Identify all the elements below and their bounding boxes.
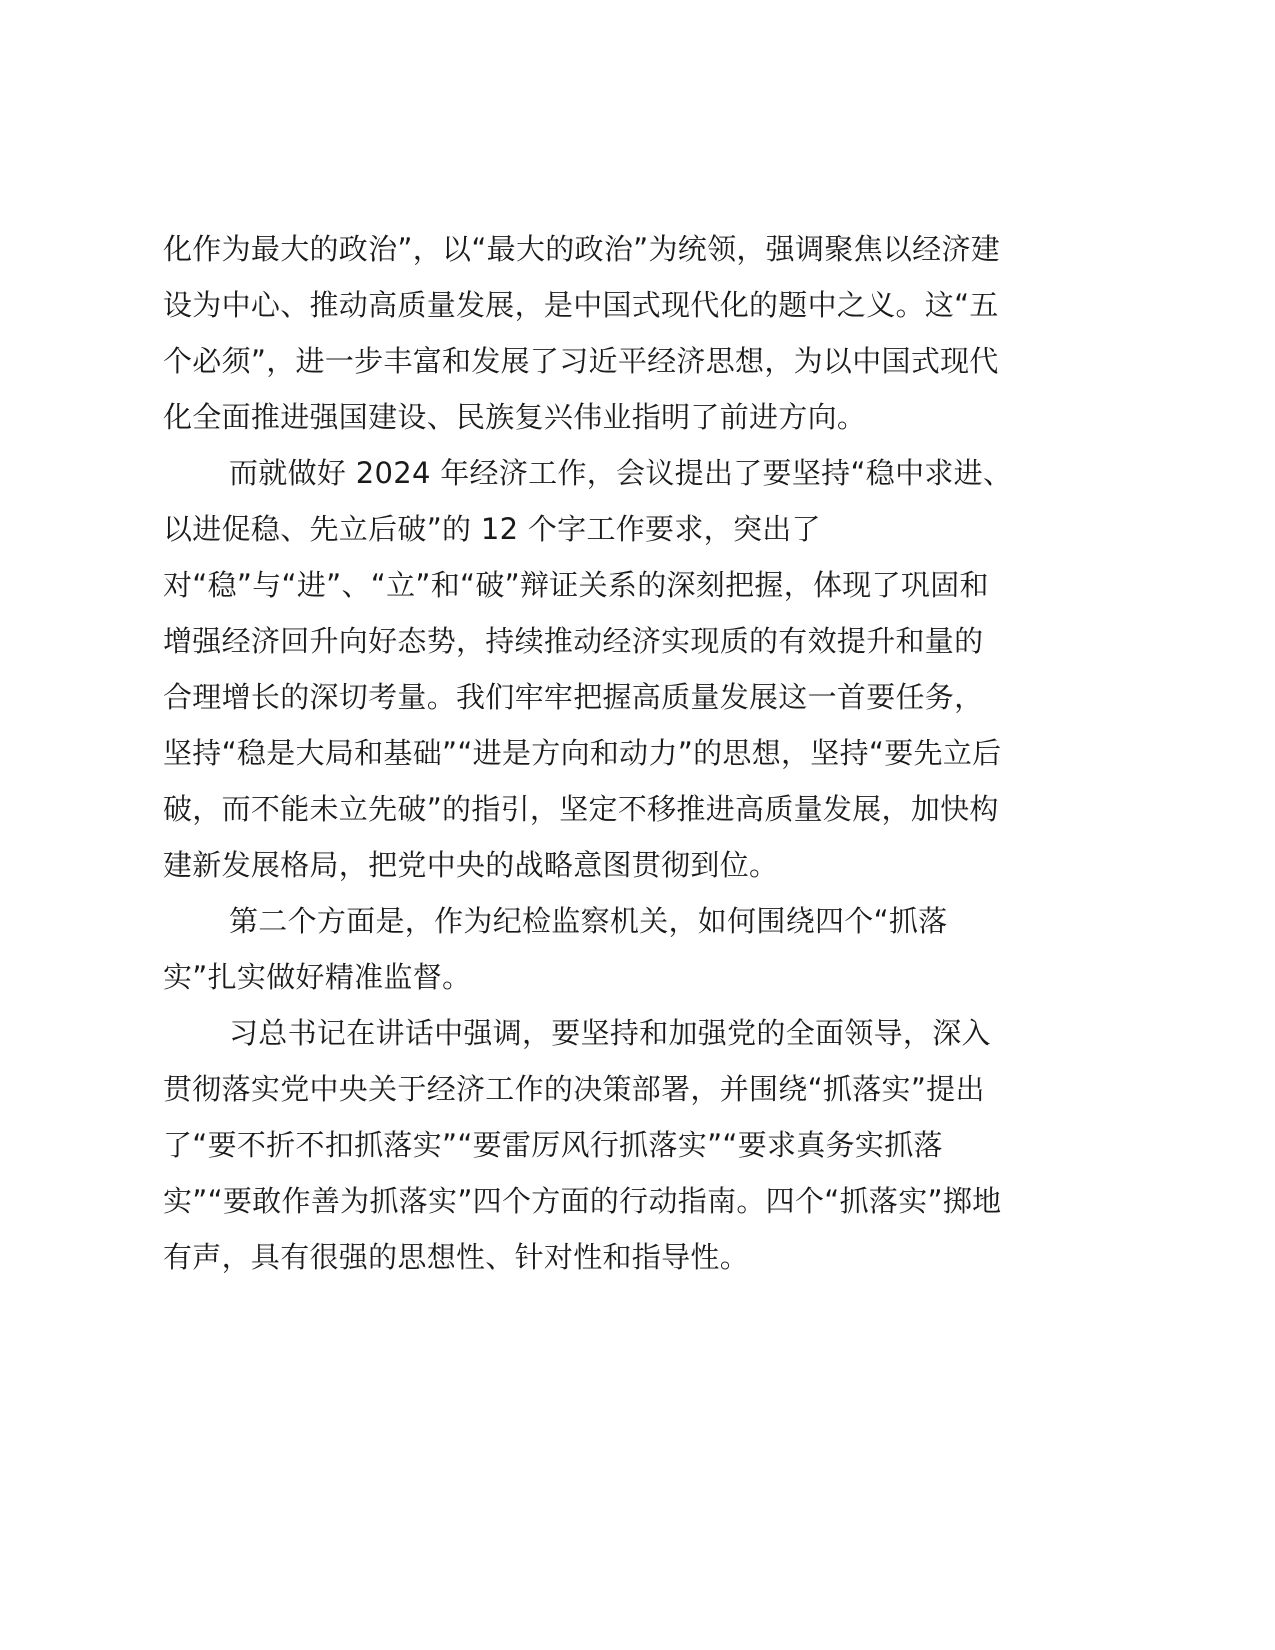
- text-line: 设为中心、推动高质量发展，是中国式现代化的题中之义。这“五: [163, 288, 999, 322]
- text-line: 贯彻落实党中央关于经济工作的决策部署，并围绕“抓落实”提出: [163, 1072, 985, 1106]
- document-body: [163, 221, 1123, 1285]
- text-line: 第二个方面是，作为纪检监察机关，如何围绕四个“抓落: [229, 904, 948, 938]
- text-line: 以进促稳、先立后破”的 12 个字工作要求，突出了: [163, 512, 821, 546]
- text-line: 增强经济回升向好态势，持续推动经济实现质的有效提升和量的: [163, 624, 984, 658]
- text-line: 实”“要敢作善为抓落实”四个方面的行动指南。四个“抓落实”掷地: [163, 1184, 1002, 1218]
- paragraph-second-aspect: [163, 893, 1123, 1005]
- text-line: 了“要不折不扣抓落实”“要雷厉风行抓落实”“要求真务实抓落: [163, 1128, 943, 1162]
- text-line: 对“稳”与“进”、“立”和“破”辩证关系的深刻把握，体现了巩固和: [163, 568, 989, 602]
- text-line: 化全面推进强国建设、民族复兴伟业指明了前进方向。: [163, 400, 867, 434]
- text-line: 实”扎实做好精准监督。: [163, 960, 472, 994]
- text-line: 坚持“稳是大局和基础”“进是方向和动力”的思想，坚持“要先立后: [163, 736, 1002, 770]
- text-line: 习总书记在讲话中强调，要坚持和加强党的全面领导，深入: [229, 1016, 991, 1050]
- paragraph-four-implementations: [163, 1005, 1123, 1285]
- paragraph-intro-continuation: [163, 221, 1123, 445]
- text-line: 而就做好 2024 年经济工作，会议提出了要坚持“稳中求进、: [229, 456, 1013, 490]
- text-line: 个必须”，进一步丰富和发展了习近平经济思想，为以中国式现代: [163, 344, 999, 378]
- text-line: 化作为最大的政治”，以“最大的政治”为统领，强调聚焦以经济建: [163, 232, 1001, 266]
- text-line: 有声，具有很强的思想性、针对性和指导性。: [163, 1240, 750, 1274]
- text-line: 破，而不能未立先破”的指引，坚定不移推进高质量发展，加快构: [163, 792, 999, 826]
- text-line: 建新发展格局，把党中央的战略意图贯彻到位。: [163, 848, 779, 882]
- paragraph-2024-economic-work: [163, 445, 1123, 893]
- text-line: 合理增长的深切考量。我们牢牢把握高质量发展这一首要任务，: [163, 680, 984, 714]
